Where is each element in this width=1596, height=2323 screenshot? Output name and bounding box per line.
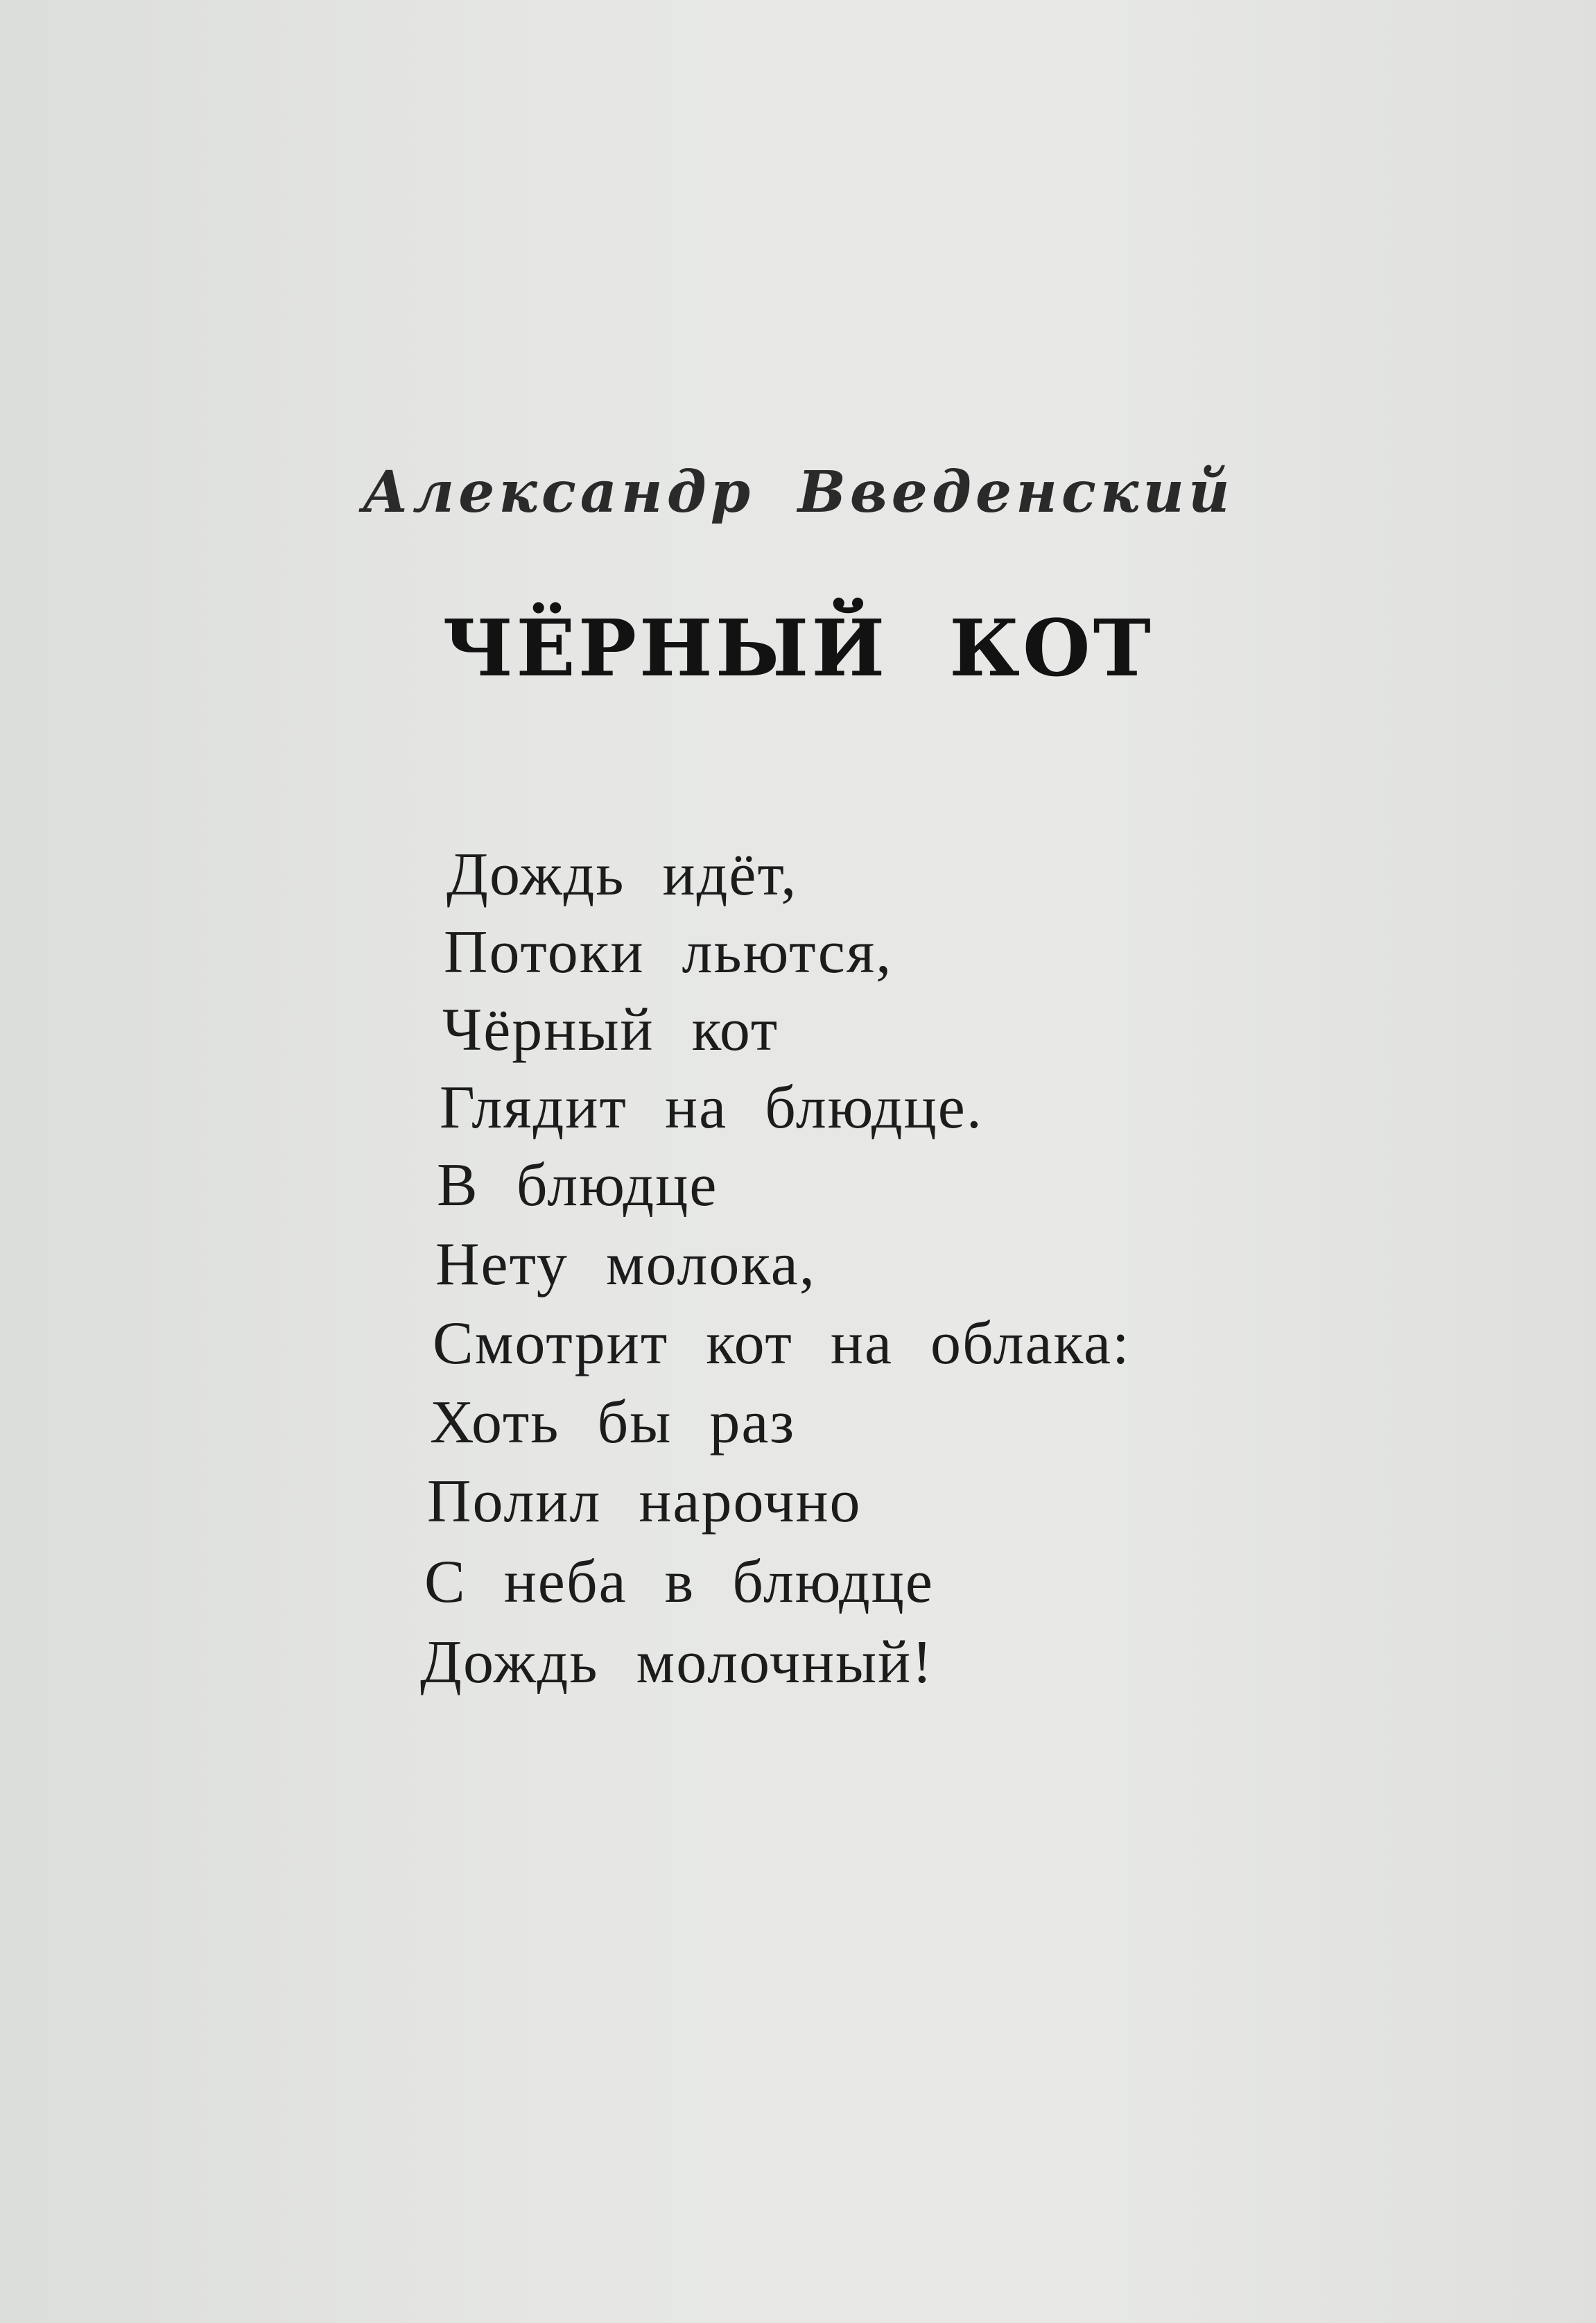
poem-line: Смотрит кот на облака: [433,1310,1131,1377]
author-name: Александр Введенский [362,459,1234,526]
poem-line: С неба в блюдце [424,1548,934,1616]
poem-line: В блюдце [437,1152,718,1219]
poem-line: Глядит на блюдце. [440,1074,983,1141]
poem-line: Дождь идёт, [446,841,798,908]
poem-line: Хоть бы раз [430,1389,796,1456]
poem-line: Чёрный кот [442,996,779,1064]
poem-line: Дождь молочный! [420,1629,934,1696]
poem-line: Потоки льются, [444,919,893,986]
poem-line: Полил нарочно [427,1468,862,1535]
poem-title: ЧЁРНЫЙ КОТ [442,603,1154,694]
poem-line: Нету молока, [435,1231,816,1298]
